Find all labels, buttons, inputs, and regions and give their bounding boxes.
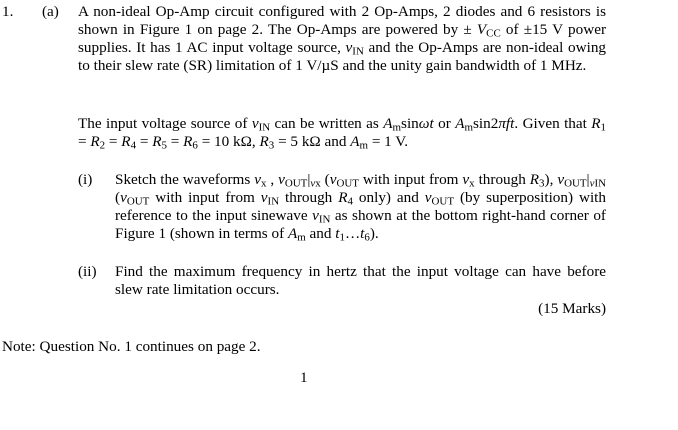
page-number: 1 — [300, 369, 308, 386]
part-label: (a) — [42, 3, 59, 20]
paragraph-2: The input voltage source of $v_{IN}$ can be written as $A_m\sin\omega t$ or $A_m\sin 2\pi ft$. Given that $R_1 = R_2 = R_4 = R_5 = R_6 = 10$ kΩ, $R_3 = 5$ kΩ and $A_m = 1$ V. — [78, 115, 607, 152]
subquestion-ii-label: (ii) — [78, 263, 97, 280]
subquestion-ii-text: Find the maximum frequency in hertz that the input voltage can have before slew rate limitation occurs. — [115, 263, 606, 298]
continuation-note: Note: Question No. 1 continues on page 2. — [2, 338, 261, 355]
question-number: 1. — [2, 3, 14, 20]
subquestion-i-text: Sketch the waveforms $v_x$ , $v_{OUT}|_{vx}$ ($v_{OUT}$ with input from $v_x$ through $R_3$), $v_{OUT}|_{vIN}$ ($v_{OUT}$ with input from $v_{IN}$ through $R_4$ only) and $v_{OUT}$ (by superposition) with reference to the input sinewave $v_{IN}$ as shown at the bottom right-hand corner of Figure 1 (shown in terms of $A_m$ and $t_1\dots t_6$). — [115, 171, 606, 244]
paragraph-1: A non-ideal Op-Amp circuit configured with 2 Op-Amps, 2 diodes and 6 resistors is shown in Figure 1 on page 2. The Op-Amps are powered by ± $V_{CC}$ of ±15 V power supplies. It has 1 AC input voltage source, $v_{IN}$ and the Op-Amps are non-ideal owing to their slew rate (SR) limitation of 1 V/µS and the unity gain bandwidth of 1 MHz. — [78, 3, 607, 74]
subquestion-i-label: (i) — [78, 171, 93, 188]
marks: (15 Marks) — [538, 300, 606, 317]
